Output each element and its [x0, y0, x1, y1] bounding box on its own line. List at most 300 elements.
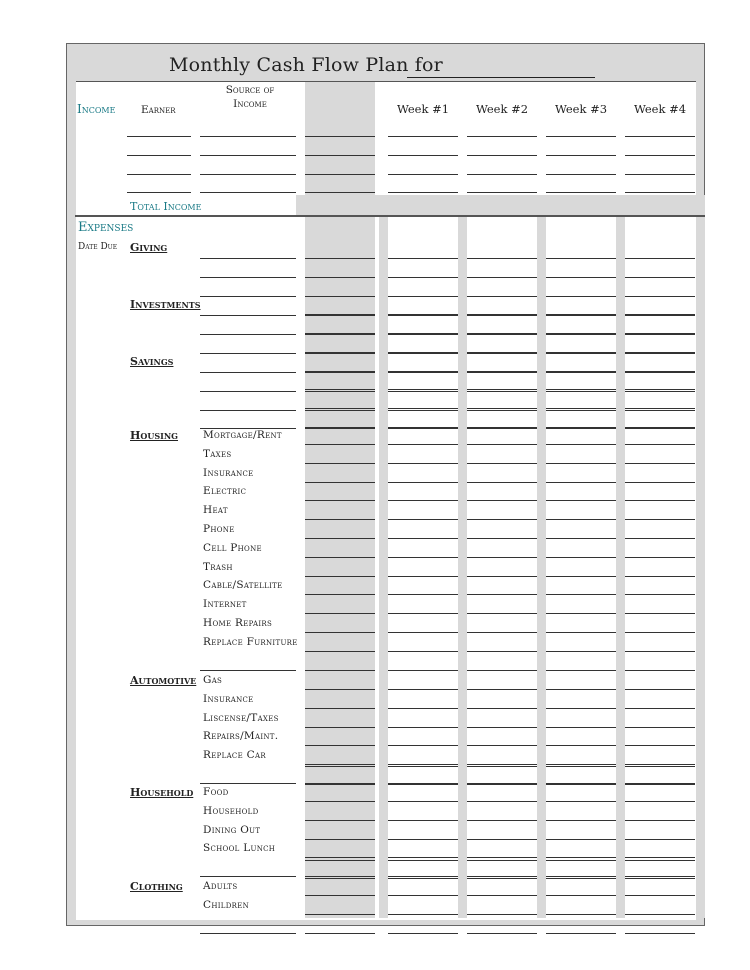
week-header-2: Week #2 — [475, 102, 529, 116]
average-line[interactable] — [305, 801, 375, 802]
week-line[interactable] — [546, 670, 616, 671]
week-line[interactable] — [625, 155, 695, 156]
category-end-line — [200, 933, 296, 934]
total-income-label: Total Income — [130, 200, 202, 213]
average-line[interactable] — [305, 410, 375, 411]
week-line[interactable] — [388, 410, 458, 411]
week-line[interactable] — [388, 613, 458, 614]
average-line[interactable] — [305, 670, 375, 671]
average-line[interactable] — [305, 632, 375, 633]
average-line[interactable] — [305, 860, 375, 861]
category-end-line — [200, 783, 296, 784]
source-line[interactable] — [200, 410, 296, 411]
week-line[interactable] — [467, 766, 537, 767]
week-line[interactable] — [546, 613, 616, 614]
average-line[interactable] — [305, 933, 375, 934]
week-line[interactable] — [388, 839, 458, 840]
week-line[interactable] — [625, 594, 695, 595]
week-line[interactable] — [467, 258, 537, 259]
average-line[interactable] — [305, 389, 375, 390]
week-line[interactable] — [625, 352, 695, 353]
week-line[interactable] — [388, 651, 458, 652]
average-line[interactable] — [305, 371, 375, 372]
week-line[interactable] — [388, 258, 458, 259]
source-line[interactable] — [200, 155, 296, 156]
average-line[interactable] — [305, 155, 375, 156]
week-line[interactable] — [388, 389, 458, 390]
week-line[interactable] — [625, 839, 695, 840]
average-line[interactable] — [305, 727, 375, 728]
week-line[interactable] — [388, 408, 458, 409]
week-line[interactable] — [467, 136, 537, 137]
expense-item: Mortgage/Rent — [203, 429, 282, 441]
week-line[interactable] — [388, 371, 458, 372]
category-end-line — [200, 670, 296, 671]
column-separator-band — [616, 216, 625, 918]
source-line[interactable] — [200, 136, 296, 137]
week-line[interactable] — [388, 444, 458, 445]
week-line[interactable] — [467, 277, 537, 278]
expense-item: Taxes — [203, 447, 232, 460]
week-line[interactable] — [467, 895, 537, 896]
week-line[interactable] — [467, 594, 537, 595]
week-line[interactable] — [467, 820, 537, 821]
week-line[interactable] — [625, 296, 695, 297]
earner-line[interactable] — [127, 174, 191, 175]
week-line[interactable] — [625, 878, 695, 879]
week-line[interactable] — [388, 372, 458, 373]
week-line[interactable] — [625, 315, 695, 316]
week-line[interactable] — [625, 136, 695, 137]
week-line[interactable] — [467, 371, 537, 372]
week-line[interactable] — [467, 428, 537, 429]
week-line[interactable] — [388, 174, 458, 175]
week-line[interactable] — [625, 727, 695, 728]
week-line[interactable] — [546, 444, 616, 445]
week-line[interactable] — [546, 576, 616, 577]
source-line[interactable] — [200, 334, 296, 335]
week-line[interactable] — [467, 801, 537, 802]
week-line[interactable] — [546, 651, 616, 652]
category-giving: Giving — [130, 241, 168, 254]
week-line[interactable] — [546, 839, 616, 840]
week-line[interactable] — [467, 689, 537, 690]
week-line[interactable] — [546, 860, 616, 861]
week-line[interactable] — [546, 352, 616, 353]
average-line[interactable] — [305, 174, 375, 175]
week-line[interactable] — [625, 689, 695, 690]
week-line[interactable] — [625, 914, 695, 915]
average-line[interactable] — [305, 352, 375, 353]
earner-line[interactable] — [127, 192, 191, 193]
week-line[interactable] — [546, 258, 616, 259]
average-line[interactable] — [305, 857, 375, 858]
week-line[interactable] — [625, 670, 695, 671]
week-line[interactable] — [546, 192, 616, 193]
week-line[interactable] — [546, 371, 616, 372]
week-line[interactable] — [625, 500, 695, 501]
week-line[interactable] — [546, 801, 616, 802]
expense-item: Heat — [203, 504, 228, 517]
week-line[interactable] — [625, 651, 695, 652]
average-line[interactable] — [305, 519, 375, 520]
week-line[interactable] — [388, 801, 458, 802]
week-line[interactable] — [388, 296, 458, 297]
average-line[interactable] — [305, 576, 375, 577]
week-line[interactable] — [625, 708, 695, 709]
expense-item: Cable/Satellite — [203, 579, 283, 592]
page-title: Monthly Cash Flow Plan for — [169, 54, 443, 76]
category-automotive: Automotive — [130, 674, 197, 687]
average-line[interactable] — [305, 315, 375, 316]
week-line[interactable] — [546, 277, 616, 278]
week-line[interactable] — [625, 784, 695, 785]
week-line[interactable] — [388, 860, 458, 861]
source-line[interactable] — [200, 258, 296, 259]
week-line[interactable] — [546, 314, 616, 315]
week-line[interactable] — [467, 391, 537, 392]
week-line[interactable] — [388, 857, 458, 858]
week-line[interactable] — [467, 296, 537, 297]
earner-line[interactable] — [127, 136, 191, 137]
source-header: Source of Income — [225, 84, 275, 110]
week-line[interactable] — [467, 500, 537, 501]
week-line[interactable] — [388, 784, 458, 785]
week-line[interactable] — [625, 482, 695, 483]
category-clothing: Clothing — [130, 880, 183, 893]
week-line[interactable] — [388, 632, 458, 633]
expense-item: Replace Furniture — [203, 635, 298, 648]
week-line[interactable] — [388, 689, 458, 690]
week-line[interactable] — [546, 745, 616, 746]
week-line[interactable] — [546, 136, 616, 137]
average-line[interactable] — [305, 482, 375, 483]
average-line[interactable] — [305, 258, 375, 259]
week-line[interactable] — [546, 155, 616, 156]
week-line[interactable] — [625, 192, 695, 193]
week-line[interactable] — [467, 463, 537, 464]
week-line[interactable] — [546, 784, 616, 785]
week-line[interactable] — [467, 860, 537, 861]
week-line[interactable] — [546, 594, 616, 595]
average-line[interactable] — [305, 372, 375, 373]
week-line[interactable] — [467, 839, 537, 840]
week-line[interactable] — [625, 632, 695, 633]
week-line[interactable] — [388, 155, 458, 156]
week-line[interactable] — [467, 444, 537, 445]
average-line[interactable] — [305, 914, 375, 915]
week-line[interactable] — [625, 557, 695, 558]
expense-item: Adults — [203, 880, 238, 892]
average-line[interactable] — [305, 651, 375, 652]
category-household: Household — [130, 786, 194, 799]
week-line[interactable] — [625, 857, 695, 858]
average-line[interactable] — [305, 784, 375, 785]
week-line[interactable] — [388, 391, 458, 392]
week-line[interactable] — [467, 155, 537, 156]
week-line[interactable] — [388, 538, 458, 539]
week-line[interactable] — [546, 878, 616, 879]
week-header-4: Week #4 — [633, 102, 687, 116]
average-line[interactable] — [305, 766, 375, 767]
week-line[interactable] — [546, 727, 616, 728]
week-line[interactable] — [546, 333, 616, 334]
average-line[interactable] — [305, 895, 375, 896]
average-line[interactable] — [305, 745, 375, 746]
week-line[interactable] — [546, 914, 616, 915]
week-line[interactable] — [546, 372, 616, 373]
expense-item: Replace Car — [203, 749, 266, 762]
week-line[interactable] — [388, 192, 458, 193]
week-line[interactable] — [546, 538, 616, 539]
week-line[interactable] — [625, 444, 695, 445]
week-line[interactable] — [388, 519, 458, 520]
week-line[interactable] — [625, 391, 695, 392]
week-line[interactable] — [467, 389, 537, 390]
expense-item: Gas — [203, 674, 223, 686]
week-line[interactable] — [467, 174, 537, 175]
week-line[interactable] — [388, 557, 458, 558]
week-header-1: Week #1 — [396, 102, 450, 116]
week-line[interactable] — [388, 933, 458, 934]
week-line[interactable] — [467, 314, 537, 315]
week-line[interactable] — [388, 670, 458, 671]
expense-item: Dining Out — [203, 823, 261, 836]
week-line[interactable] — [467, 878, 537, 879]
week-line[interactable] — [388, 895, 458, 896]
week-line[interactable] — [625, 410, 695, 411]
week-line[interactable] — [388, 914, 458, 915]
average-line[interactable] — [305, 277, 375, 278]
week-line[interactable] — [625, 538, 695, 539]
earner-line[interactable] — [127, 155, 191, 156]
week-line[interactable] — [467, 352, 537, 353]
average-line[interactable] — [305, 689, 375, 690]
week-line[interactable] — [546, 391, 616, 392]
week-line[interactable] — [467, 557, 537, 558]
week-line[interactable] — [546, 463, 616, 464]
week-line[interactable] — [467, 333, 537, 334]
week-line[interactable] — [467, 538, 537, 539]
average-line[interactable] — [305, 296, 375, 297]
week-line[interactable] — [546, 708, 616, 709]
week-line[interactable] — [467, 651, 537, 652]
week-line[interactable] — [625, 895, 695, 896]
week-line[interactable] — [467, 576, 537, 577]
week-line[interactable] — [625, 463, 695, 464]
week-line[interactable] — [546, 482, 616, 483]
week-line[interactable] — [388, 708, 458, 709]
average-line[interactable] — [305, 538, 375, 539]
week-line[interactable] — [388, 333, 458, 334]
category-savings: Savings — [130, 355, 174, 368]
week-line[interactable] — [546, 427, 616, 428]
week-line[interactable] — [546, 428, 616, 429]
average-line[interactable] — [305, 820, 375, 821]
week-line[interactable] — [546, 766, 616, 767]
week-line[interactable] — [467, 727, 537, 728]
expense-item: Internet — [203, 598, 247, 611]
average-line[interactable] — [305, 391, 375, 392]
week-line[interactable] — [625, 428, 695, 429]
source-line[interactable] — [200, 353, 296, 354]
week-line[interactable] — [467, 632, 537, 633]
week-line[interactable] — [546, 315, 616, 316]
week-line[interactable] — [546, 410, 616, 411]
week-line[interactable] — [388, 820, 458, 821]
expense-item: Cell Phone — [203, 541, 262, 554]
week-line[interactable] — [467, 670, 537, 671]
average-line[interactable] — [305, 408, 375, 409]
average-line[interactable] — [305, 314, 375, 315]
week-line[interactable] — [467, 192, 537, 193]
income-label: Income — [77, 102, 116, 116]
week-line[interactable] — [388, 727, 458, 728]
average-line[interactable] — [305, 557, 375, 558]
week-line[interactable] — [467, 410, 537, 411]
week-line[interactable] — [467, 857, 537, 858]
week-line[interactable] — [625, 860, 695, 861]
week-line[interactable] — [625, 766, 695, 767]
column-separator-band — [696, 216, 705, 918]
column-separator-band — [458, 216, 467, 918]
week-line[interactable] — [546, 689, 616, 690]
expense-item: Home Repairs — [203, 617, 273, 629]
average-line[interactable] — [305, 500, 375, 501]
week-line[interactable] — [625, 745, 695, 746]
week-line[interactable] — [467, 408, 537, 409]
average-line[interactable] — [305, 878, 375, 879]
week-line[interactable] — [388, 352, 458, 353]
week-line[interactable] — [388, 136, 458, 137]
week-line[interactable] — [625, 427, 695, 428]
week-line[interactable] — [388, 277, 458, 278]
week-line[interactable] — [546, 500, 616, 501]
week-line[interactable] — [546, 820, 616, 821]
average-line[interactable] — [305, 136, 375, 137]
week-line[interactable] — [625, 408, 695, 409]
week-line[interactable] — [467, 427, 537, 428]
average-line[interactable] — [305, 427, 375, 428]
average-line[interactable] — [305, 613, 375, 614]
week-line[interactable] — [546, 557, 616, 558]
week-line[interactable] — [388, 427, 458, 428]
name-blank-line[interactable] — [407, 77, 595, 78]
average-line[interactable] — [305, 708, 375, 709]
expense-item: Phone — [203, 523, 235, 535]
average-line[interactable] — [305, 192, 375, 193]
source-line[interactable] — [200, 174, 296, 175]
source-line[interactable] — [200, 277, 296, 278]
week-line[interactable] — [388, 878, 458, 879]
income-expense-divider — [75, 215, 705, 217]
week-line[interactable] — [467, 372, 537, 373]
week-line[interactable] — [388, 594, 458, 595]
week-line[interactable] — [625, 389, 695, 390]
week-line[interactable] — [467, 482, 537, 483]
week-line[interactable] — [546, 389, 616, 390]
week-line[interactable] — [625, 576, 695, 577]
week-line[interactable] — [388, 482, 458, 483]
source-line[interactable] — [200, 296, 296, 297]
week-line[interactable] — [625, 174, 695, 175]
total-income-band — [296, 195, 705, 216]
average-line[interactable] — [305, 594, 375, 595]
week-line[interactable] — [467, 315, 537, 316]
week-line[interactable] — [546, 857, 616, 858]
week-line[interactable] — [625, 314, 695, 315]
week-line[interactable] — [467, 613, 537, 614]
source-line[interactable] — [200, 192, 296, 193]
week-line[interactable] — [388, 745, 458, 746]
week-line[interactable] — [388, 314, 458, 315]
average-line[interactable] — [305, 463, 375, 464]
week-line[interactable] — [388, 463, 458, 464]
week-line[interactable] — [625, 933, 695, 934]
expense-item: Household — [203, 804, 259, 817]
expense-item: Trash — [203, 560, 233, 573]
week-line[interactable] — [467, 933, 537, 934]
week-line[interactable] — [625, 372, 695, 373]
average-line[interactable] — [305, 444, 375, 445]
expense-item: School Lunch — [203, 842, 276, 855]
category-housing: Housing — [130, 429, 179, 442]
week-line[interactable] — [625, 333, 695, 334]
week-line[interactable] — [625, 277, 695, 278]
source-line[interactable] — [200, 391, 296, 392]
week-line[interactable] — [546, 408, 616, 409]
week-line[interactable] — [625, 258, 695, 259]
week-line[interactable] — [546, 895, 616, 896]
week-line[interactable] — [625, 613, 695, 614]
week-line[interactable] — [625, 519, 695, 520]
week-line[interactable] — [388, 428, 458, 429]
week-line[interactable] — [388, 500, 458, 501]
week-line[interactable] — [467, 519, 537, 520]
week-line[interactable] — [388, 315, 458, 316]
week-line[interactable] — [625, 820, 695, 821]
average-line[interactable] — [305, 333, 375, 334]
date-due-label: Date Due — [78, 242, 118, 252]
week-line[interactable] — [546, 632, 616, 633]
expense-item: Children — [203, 898, 250, 911]
expense-item: Insurance — [203, 692, 254, 705]
week-line[interactable] — [546, 174, 616, 175]
week-line[interactable] — [388, 766, 458, 767]
week-line[interactable] — [546, 296, 616, 297]
week-line[interactable] — [546, 519, 616, 520]
week-line[interactable] — [467, 784, 537, 785]
earner-header: Earner — [141, 104, 176, 116]
average-line[interactable] — [305, 839, 375, 840]
source-line[interactable] — [200, 315, 296, 316]
category-investments: Investments — [130, 298, 201, 311]
week-line[interactable] — [467, 914, 537, 915]
average-line[interactable] — [305, 428, 375, 429]
source-line[interactable] — [200, 372, 296, 373]
week-line[interactable] — [625, 801, 695, 802]
week-line[interactable] — [625, 371, 695, 372]
week-line[interactable] — [546, 933, 616, 934]
column-separator-band — [379, 216, 388, 918]
category-end-line — [200, 876, 296, 877]
week-header-3: Week #3 — [554, 102, 608, 116]
week-line[interactable] — [467, 708, 537, 709]
week-line[interactable] — [467, 745, 537, 746]
expense-item: Electric — [203, 485, 247, 498]
week-line[interactable] — [388, 576, 458, 577]
expense-item: Liscense/Taxes — [203, 711, 279, 724]
